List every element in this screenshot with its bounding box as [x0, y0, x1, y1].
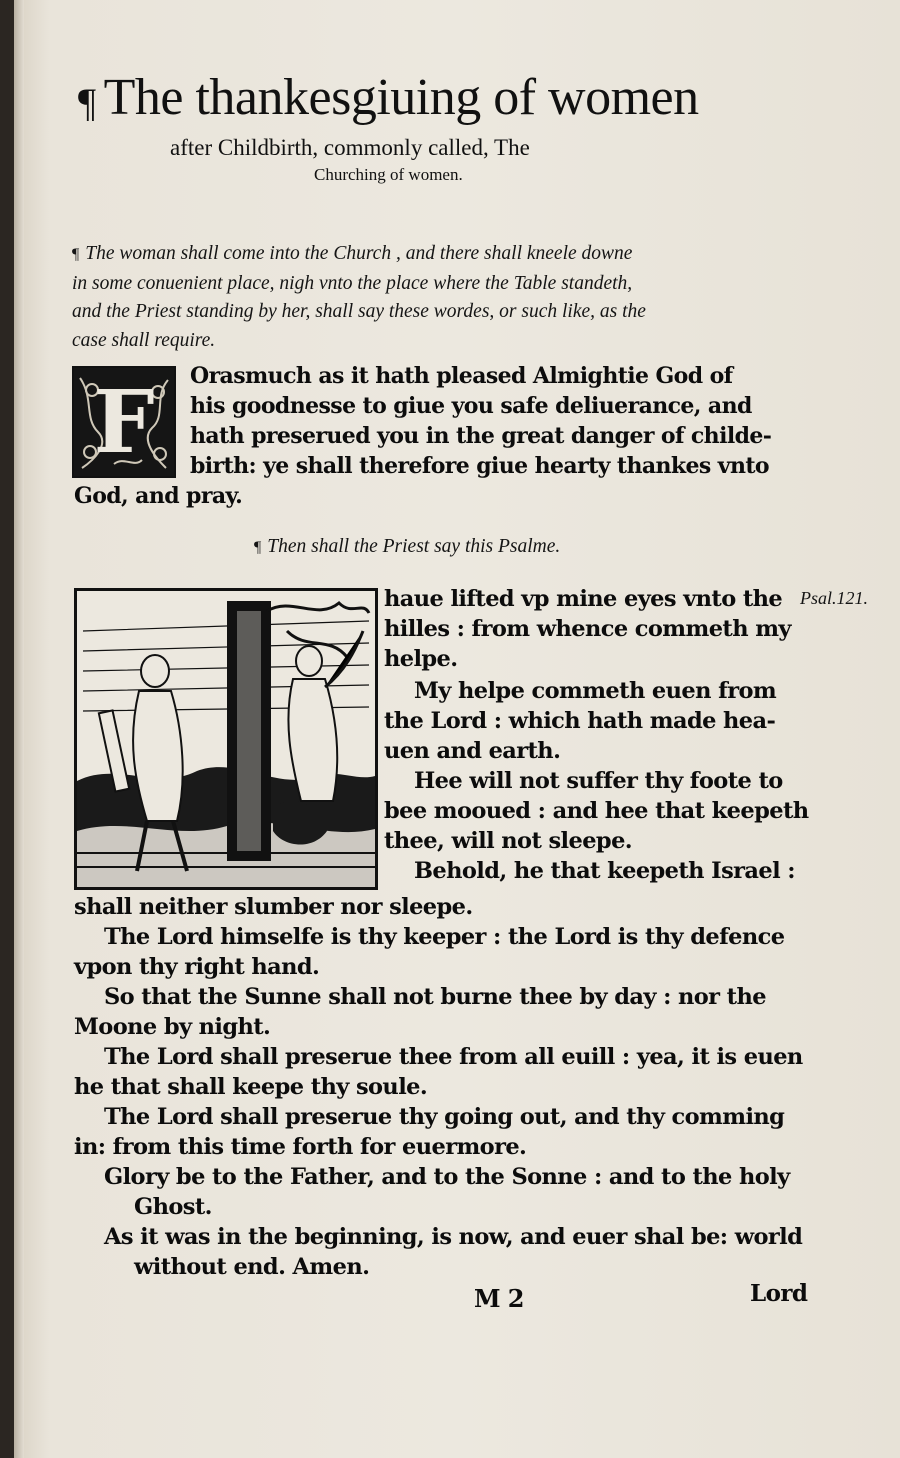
- psalm-line: in: from this time forth for euermore.: [74, 1134, 527, 1160]
- psalm-line: My helpe commeth euen from: [414, 678, 777, 704]
- margin-reference: Psal.121.: [800, 588, 869, 608]
- rubric-line: case shall require.: [72, 329, 216, 351]
- psalm-line: without end. Amen.: [134, 1254, 370, 1280]
- pilcrow-icon: ¶: [78, 80, 96, 125]
- exhortation-line: his goodnesse to giue you safe deliuerance, and: [190, 393, 752, 419]
- rubric-line: in some conuenient place, nigh vnto the place where the Table standeth,: [72, 272, 633, 294]
- page-gutter: [14, 0, 24, 1458]
- initial-letter: F: [93, 371, 155, 473]
- book-page: [14, 0, 900, 1458]
- woodcut-initial-i: [74, 588, 378, 890]
- psalm-line: shall neither slumber nor sleepe.: [74, 894, 473, 920]
- catchword: Lord: [750, 1280, 808, 1307]
- rubric-instruction: [72, 240, 812, 355]
- psalm-line: thee, will not sleepe.: [384, 828, 633, 854]
- psalm-line: The Lord himselfe is thy keeper : the Lord is thy defence: [104, 924, 785, 950]
- exhortation-line: hath preserued you in the great danger of childe-: [190, 423, 772, 449]
- woodcut-illustration-icon: [77, 591, 375, 887]
- psalm-line: Ghost.: [134, 1194, 212, 1220]
- psalm-line: helpe.: [384, 646, 458, 672]
- psalm-line: haue lifted vp mine eyes vnto the: [384, 586, 783, 612]
- psalm-line: Behold, he that keepeth Israel :: [414, 858, 795, 884]
- psalm-line: he that shall keepe thy soule.: [74, 1074, 428, 1100]
- rubric-line: and the Priest standing by her, shall say these wordes, or such like, as the: [72, 301, 646, 322]
- psalm-line: the Lord : which hath made hea-: [384, 708, 776, 734]
- pilcrow-icon: ¶: [254, 539, 262, 556]
- decorated-initial-f: [72, 366, 176, 478]
- exhortation-line: God, and pray.: [74, 483, 243, 509]
- psalm-line: As it was in the beginning, is now, and euer shal be: world: [104, 1224, 803, 1250]
- psalm-line: uen and earth.: [384, 738, 561, 764]
- psalm-line: bee mooued : and hee that keepeth: [384, 798, 809, 824]
- title-line-1: [78, 68, 838, 133]
- exhortation-line: Orasmuch as it hath pleased Almightie God of: [190, 363, 733, 389]
- psalm-line: Moone by night.: [74, 1014, 271, 1040]
- exhortation-line: birth: ye shall therefore giue hearty thankes vnto: [190, 453, 769, 479]
- rubric-psalm-instruction: ¶ Then shall the Priest say this Psalme.: [254, 536, 561, 557]
- signature-mark: M 2: [474, 1284, 524, 1313]
- title-line-2: after Childbirth, commonly called, The: [170, 135, 530, 160]
- psalm-line: The Lord shall preserue thy going out, and thy comming: [104, 1104, 785, 1130]
- psalm-line: Glory be to the Father, and to the Sonne : and to the holy: [104, 1164, 790, 1190]
- title-main-text: The thankesgiuing of women: [103, 69, 699, 126]
- rubric-line: ¶ The woman shall come into the Church , and there shall kneele downe: [72, 243, 633, 264]
- psalm-line: vpon thy right hand.: [74, 954, 320, 980]
- psalm-line: Hee will not suffer thy foote to: [414, 768, 783, 794]
- psalm-line: hilles : from whence commeth my: [384, 616, 791, 642]
- pilcrow-icon: ¶: [72, 246, 80, 263]
- psalm-line: The Lord shall preserue thee from all euill : yea, it is euen: [104, 1044, 803, 1070]
- psalm-line: So that the Sunne shall not burne thee by day : nor the: [104, 984, 766, 1010]
- page-title: [78, 68, 838, 187]
- title-line-3: Churching of women.: [314, 165, 463, 184]
